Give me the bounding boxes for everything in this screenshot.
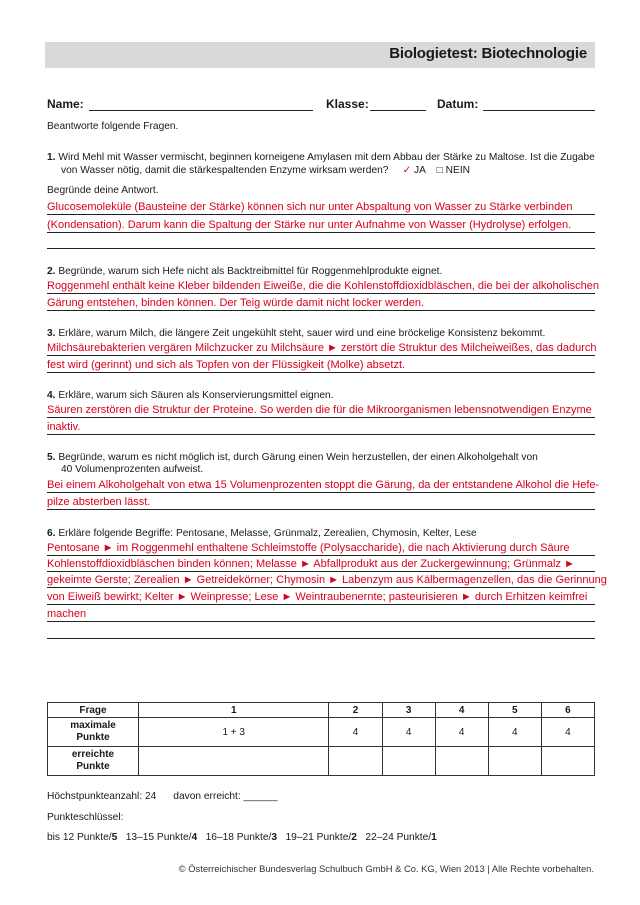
question-3: [47, 328, 545, 340]
question-6: [47, 528, 477, 540]
header-bar: [45, 42, 595, 68]
answer-line: [47, 434, 595, 435]
question-2-number: 2.: [47, 266, 56, 277]
reached-points-label-2: Punkte: [76, 761, 110, 772]
question-6-number: 6.: [47, 528, 56, 539]
name-field[interactable]: [89, 110, 313, 111]
student-info-row: [47, 97, 595, 113]
answer-1-line-1: Glucosemoleküle (Bausteine der Stärke) können sich nur unter Abspaltung von Wasser zu Stärke verbinden: [47, 201, 573, 213]
answer-line: [47, 555, 595, 556]
answer-4-line-1: Säuren zerstören die Struktur der Proteine. So werden die für die Mikroorganismen lebensnotwendigen Enzyme: [47, 404, 592, 416]
table-header-cell: 4: [435, 703, 488, 718]
reached-points-cell[interactable]: [139, 747, 329, 776]
answer-line: [47, 587, 595, 588]
answer-line: [47, 232, 595, 233]
question-5-text-1: Begründe, warum es nicht möglich ist, durch Gärung einen Wein herzustellen, der einen Alkoholgehalt von: [58, 452, 538, 463]
answer-line: [47, 372, 595, 373]
question-1-text-2: von Wasser nötig, damit die stärkespaltenden Enzyme wirksam werden?: [61, 165, 389, 176]
answer-3-line-1: Milchsäurebakterien vergären Milchzucker zu Milchsäure ► zerstört die Struktur des Milcheiweißes, das dadurch: [47, 342, 597, 354]
reached-total-text: davon erreicht: ______: [173, 791, 278, 802]
answer-1-line-2: (Kondensation). Darum kann die Spaltung der Stärke nur unter Aufnahme von Wasser (Hydrolyse) erfolgen.: [47, 219, 572, 231]
no-checkbox-icon[interactable]: □: [436, 165, 443, 176]
key-grade: 2: [351, 832, 357, 843]
answer-line: [47, 621, 595, 622]
answer-6-line-4: von Eiweiß bewirkt; Kelter ► Weinpresse; Lese ► Weintraubenernte; pasteurisieren ► durch Erhitzen keimfrei: [47, 591, 588, 603]
answer-5-line-1: Bei einem Alkoholgehalt von etwa 15 Volumenprozenten stoppt die Gärung, da der entstandene Alkohol die Hefe-: [47, 479, 600, 491]
question-1-text-1: Wird Mehl mit Wasser vermischt, beginnen korneigene Amylasen mit dem Abbau der Stärke zu Maltose. Ist die Zugabe: [58, 152, 595, 163]
key-range: 13–15 Punkte/: [125, 832, 192, 843]
max-points-cell: 4: [488, 718, 541, 747]
class-label: Klasse:: [326, 97, 369, 111]
yes-checkmark-icon[interactable]: ✓: [402, 165, 412, 176]
no-option-label: NEIN: [445, 165, 471, 176]
key-grade: 3: [271, 832, 278, 843]
key-range: bis 12 Punkte/: [47, 832, 112, 843]
question-4-text: Erkläre, warum sich Säuren als Konservierungsmittel eignen.: [58, 390, 334, 401]
table-header-cell: 6: [541, 703, 594, 718]
answer-3-line-2: fest wird (gerinnt) und sich als Topfen von der Flüssigkeit (Molke) absetzt.: [47, 359, 406, 371]
max-points-label-2: Punkte: [76, 732, 110, 743]
question-5-line-1: [47, 452, 538, 464]
question-4-number: 4.: [47, 390, 56, 401]
key-title: Punkteschlüssel:: [47, 812, 124, 823]
max-points-cell: 4: [435, 718, 488, 747]
answer-line: [47, 310, 595, 311]
reached-points-label-1: erreichte: [71, 749, 115, 760]
answer-line: [47, 248, 595, 249]
table-row-reached-points: [48, 747, 595, 776]
page-title: Biologietest: Biotechnologie: [389, 45, 587, 62]
answer-line: [47, 492, 595, 493]
answer-line: [47, 604, 595, 605]
max-points-cell: 4: [541, 718, 594, 747]
answer-line: [47, 571, 595, 572]
key-range: 19–21 Punkte/: [285, 832, 352, 843]
grading-key: [47, 832, 437, 844]
max-points-cell: 4: [329, 718, 382, 747]
answer-2-line-1: Roggenmehl enthält keine Kleber bildenden Eiweiße, die die Kohlenstoffdioxidbläschen, die bei der alkoholischen: [47, 280, 599, 292]
reached-points-cell[interactable]: [541, 747, 594, 776]
question-5-text-2: 40 Volumenprozenten aufweist.: [61, 464, 204, 475]
question-6-text: Erkläre folgende Begriffe: Pentosane, Melasse, Grünmalz, Zerealien, Chymosin, Kelter, Lese: [58, 528, 477, 539]
date-field[interactable]: [483, 110, 595, 111]
name-label: Name:: [47, 97, 84, 111]
class-field[interactable]: [370, 110, 426, 111]
question-1-line-2: [61, 165, 470, 177]
question-1-number: 1.: [47, 152, 56, 163]
key-grade: 1: [431, 832, 437, 843]
answer-5-line-2: pilze absterben lässt.: [47, 496, 151, 508]
max-total-text: Höchstpunkteanzahl: 24: [47, 791, 157, 802]
table-header-cell: 3: [382, 703, 435, 718]
question-2: [47, 266, 442, 278]
answer-6-line-1: Pentosane ► im Roggenmehl enthaltene Schleimstoffe (Polysaccharide), die nach Aktivierung durch Säure: [47, 542, 570, 554]
score-table: [47, 702, 595, 776]
yes-option-label: JA: [414, 165, 426, 176]
table-header-cell: Frage: [48, 703, 139, 718]
answer-line: [47, 355, 595, 356]
question-5-number: 5.: [47, 452, 56, 463]
max-points-label: [48, 718, 139, 747]
reached-points-cell[interactable]: [382, 747, 435, 776]
totals-row: [47, 791, 278, 803]
question-3-text: Erkläre, warum Milch, die längere Zeit ungekühlt steht, sauer wird und eine bröckelige Konsistenz bekommt.: [58, 328, 546, 339]
answer-6-line-2: Kohlenstoffdioxidbläschen binden können; Melasse ► Abfallprodukt aus der Zuckergewinnung; Grünmalz ►: [47, 558, 575, 570]
reached-points-label: [48, 747, 139, 776]
date-label: Datum:: [437, 97, 479, 111]
answer-line: [47, 293, 595, 294]
question-3-number: 3.: [47, 328, 56, 339]
reached-points-cell[interactable]: [435, 747, 488, 776]
answer-2-line-2: Gärung entstehen, binden können. Der Teig würde damit nicht locker werden.: [47, 297, 425, 309]
key-range: 22–24 Punkte/: [365, 832, 432, 843]
key-range: 16–18 Punkte/: [205, 832, 272, 843]
key-grade: 5: [111, 832, 118, 843]
answer-6-line-3: gekeimte Gerste; Zerealien ► Getreidekörner; Chymosin ► Labenzym aus Kälbermagenzellen, das die Gerinnung: [47, 574, 607, 586]
intro-text: Beantworte folgende Fragen.: [47, 121, 179, 132]
copyright-footer: © Österreichischer Bundesverlag Schulbuch GmbH & Co. KG, Wien 2013 | Alle Rechte vorbehalten.: [178, 863, 594, 874]
max-points-cell: 1 + 3: [139, 718, 329, 747]
question-2-text: Begründe, warum sich Hefe nicht als Backtreibmittel für Roggenmehlprodukte eignet.: [58, 266, 443, 277]
table-header-cell: 2: [329, 703, 382, 718]
answer-line: [47, 214, 595, 215]
key-grade: 4: [191, 832, 198, 843]
max-points-cell: 4: [382, 718, 435, 747]
table-row-max-points: [48, 718, 595, 747]
question-4: [47, 390, 334, 402]
reached-points-cell[interactable]: [488, 747, 541, 776]
table-header-cell: 5: [488, 703, 541, 718]
answer-6-line-5: machen: [47, 608, 87, 620]
answer-4-line-2: inaktiv.: [47, 421, 81, 433]
table-header-row: [48, 703, 595, 718]
answer-line: [47, 417, 595, 418]
question-1-line-1: [47, 152, 595, 164]
max-points-label-1: maximale: [70, 720, 116, 731]
table-header-cell: 1: [139, 703, 329, 718]
answer-line: [47, 638, 595, 639]
question-1-reason-prompt: Begründe deine Antwort.: [47, 185, 159, 196]
reached-points-cell[interactable]: [329, 747, 382, 776]
answer-line: [47, 509, 595, 510]
